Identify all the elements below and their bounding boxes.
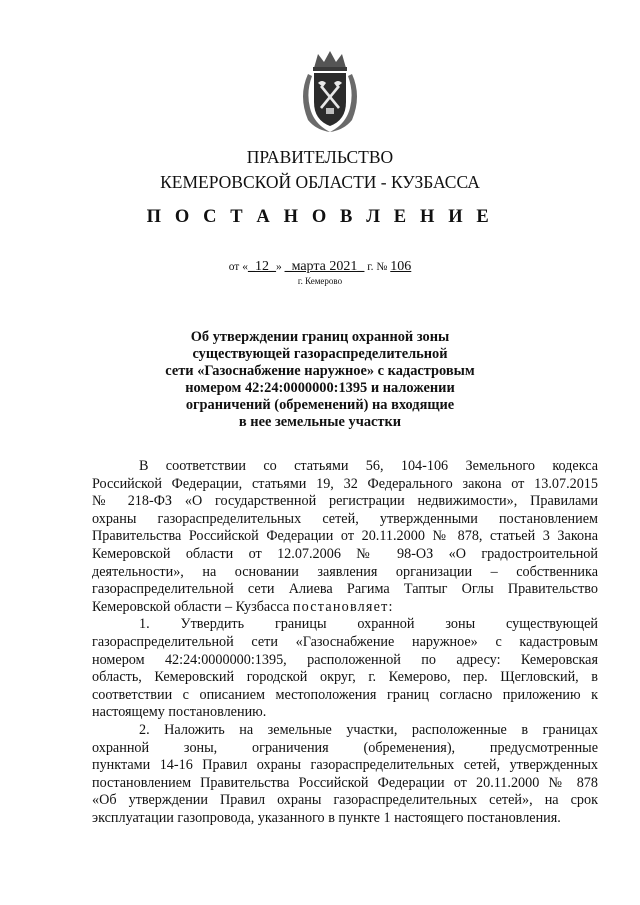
date-day: _12_ (247, 259, 276, 274)
document-type-title: П О С Т А Н О В Л Е Н И Е (146, 207, 494, 227)
subject-line: ограничений (обременений) на входящие (185, 397, 455, 413)
body-line: номером 42:24:0000000:1395, расположенной по адресу: Кемеровская (92, 651, 598, 668)
body-line: Российской Федерации, статьями 19, 32 Федерального закона от 13.07.2015 (92, 475, 598, 492)
subject-line: существующей газораспределительной (192, 346, 448, 362)
org-name-line1: ПРАВИТЕЛЬСТВО (246, 147, 394, 167)
body-line: 2. Наложить на земельные участки, расположенные в границах (139, 721, 598, 738)
body-line: охраны газораспределительных сетей, утвержденными постановлением (92, 510, 598, 527)
body-line-last (92, 599, 598, 617)
body-line: область, Кемеровский городской округ, г. Кемерово, пер. Щегловский, в (92, 669, 598, 686)
kuzbass-coat-of-arms-icon (294, 48, 366, 136)
city-name: г. Кемерово (297, 276, 343, 286)
date-prefix: от « (228, 261, 248, 273)
document-number: 106 (390, 259, 412, 274)
body-line: газораспределительной сети «Газоснабжение наружное» с кадастровым (92, 633, 598, 650)
body-line: настоящему постановлению. (92, 704, 267, 721)
body-line: постановлением Правительства Российской Федерации от 20.11.2000 № 878 (92, 774, 598, 791)
subject-line: номером 42:24:0000000:1395 и наложении (185, 380, 455, 396)
subject-line: сети «Газоснабжение наружное» с кадастровым (165, 363, 475, 379)
body-text: Кемеровской области – Кузбасса (92, 598, 290, 615)
subject-line: в нее земельные участки (238, 414, 402, 430)
body-line: охранной зоны, ограничения (обременения), предусмотренные (92, 739, 598, 756)
date-number-line (0, 259, 640, 275)
body-line: соответствии с описанием местоположения границ согласно приложению к (92, 686, 598, 703)
body-line: эксплуатации газопровода, указанного в пункте 1 настоящего постановления. (92, 809, 561, 826)
subject-line: Об утверждении границ охранной зоны (190, 329, 450, 345)
body-line: Кемеровской области от 12.07.2006 № 98-ОЗ «О градостроительной (92, 545, 598, 562)
date-mid: » (275, 261, 282, 273)
body-line: газораспределительной сети Алиева Рагима Таптыг Оглы Правительство (92, 581, 598, 598)
document-subject (0, 329, 640, 431)
body-line: пунктами 14-16 Правил охраны газораспределительных сетей, утвержденных (92, 757, 598, 774)
date-month-year: _марта 2021_ (284, 259, 365, 274)
body-line: Правительства Российской Федерации от 20.11.2000 № 878, статьей 3 Закона (92, 528, 598, 545)
body-line: деятельности», на основании заявления организации – собственника (92, 563, 598, 580)
body-line: В соответствии со статьями 56, 104-106 Земельного кодекса (139, 458, 598, 474)
org-name-line2: КЕМЕРОВСКОЙ ОБЛАСТИ - КУЗБАССА (160, 172, 480, 192)
body-line: «Об утверждении Правил охраны газораспределительных сетей», на срок (92, 792, 598, 809)
year-suffix: г. (367, 261, 374, 273)
document-body (92, 458, 598, 827)
body-line: 1. Утвердить границы охранной зоны существующей (139, 616, 598, 633)
resolution-keyword: постановляет: (292, 598, 394, 615)
body-line: № 218-ФЗ «О государственной регистрации недвижимости», Правилами (92, 493, 598, 510)
number-prefix: № (376, 261, 388, 273)
